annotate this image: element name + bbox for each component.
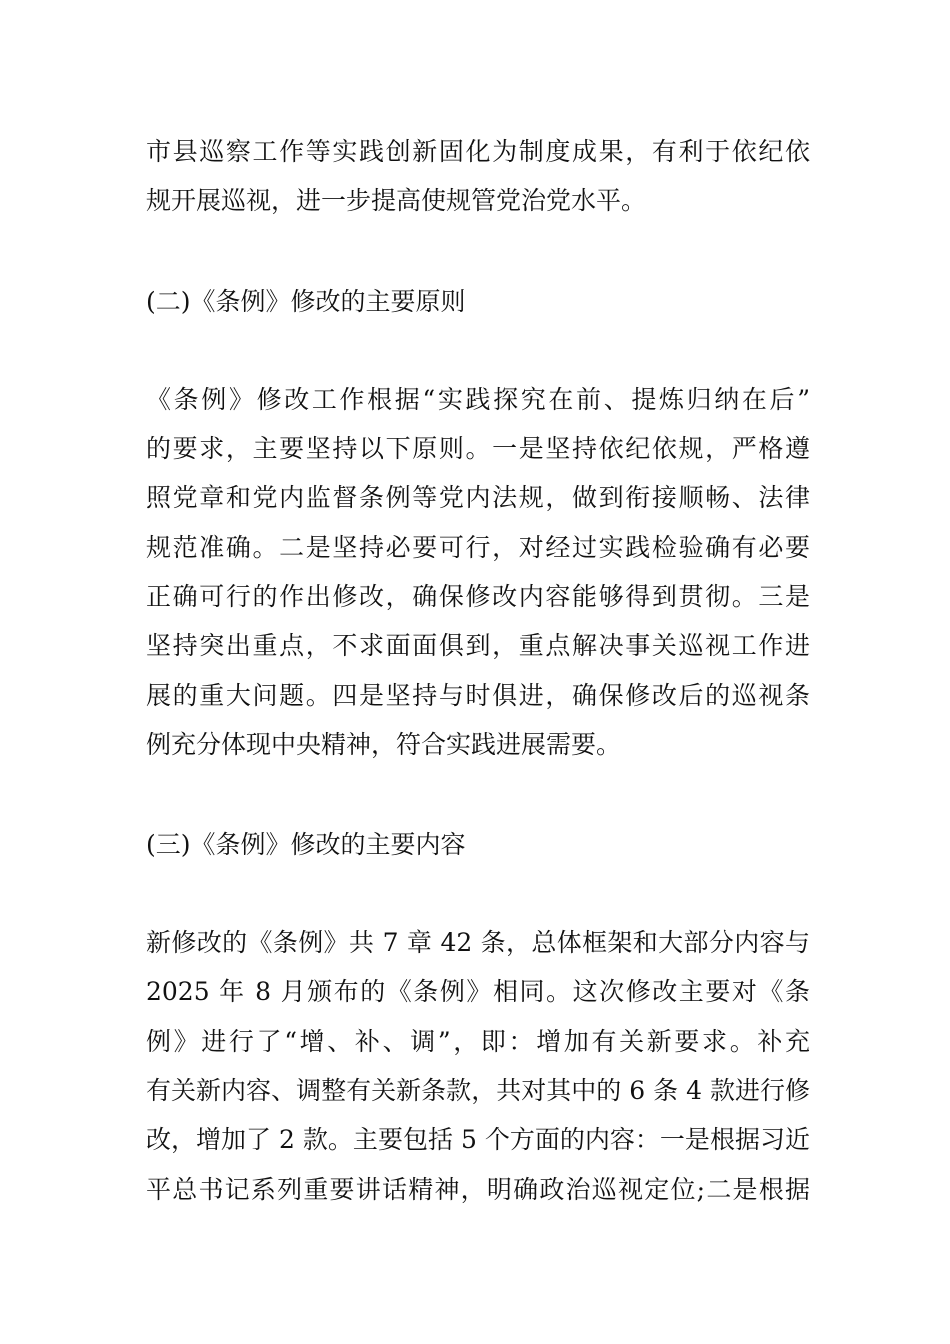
paragraph-3-line-5: 改，增加了 2 款。主要包括 5 个方面的内容：一是根据习近 — [146, 1125, 810, 1154]
paragraph-2-line-4: 规范准确。二是坚持必要可行，对经过实践检验确有必要 — [146, 533, 810, 562]
paragraph-2-line-8: 例充分体现中央精神，符合实践进展需要。 — [146, 730, 622, 759]
paragraph-1-line-1: 市县巡察工作等实践创新固化为制度成果，有利于依纪依 — [146, 137, 810, 166]
paragraph-2-line-2: 的要求，主要坚持以下原则。一是坚持依纪依规，严格遵 — [146, 434, 810, 463]
paragraph-2-line-5: 正确可行的作出修改，确保修改内容能够得到贯彻。三是 — [146, 582, 810, 611]
paragraph-2-line-7: 展的重大问题。四是坚持与时俱进，确保修改后的巡视条 — [146, 681, 810, 710]
paragraph-2-line-3: 照党章和党内监督条例等党内法规，做到衔接顺畅、法律 — [146, 483, 810, 512]
paragraph-1-line-2: 规开展巡视，进一步提高使规管党治党水平。 — [146, 186, 647, 215]
paragraph-3-line-4: 有关新内容、调整有关新条款，共对其中的 6 条 4 款进行修 — [146, 1076, 810, 1105]
paragraph-2-line-6: 坚持突出重点，不求面面俱到，重点解决事关巡视工作进 — [146, 631, 810, 660]
paragraph-3-line-2: 2025 年 8 月颁布的《条例》相同。这次修改主要对《条 — [146, 977, 810, 1006]
section-heading-contents: (三)《条例》修改的主要内容 — [146, 830, 466, 859]
paragraph-2-line-1: 《条例》修改工作根据“实践探究在前、提炼归纳在后” — [146, 385, 810, 414]
paragraph-3-line-3: 例》进行了“增、补、调”，即：增加有关新要求。补充 — [146, 1027, 810, 1056]
paragraph-3-line-6: 平总书记系列重要讲话精神，明确政治巡视定位;二是根据 — [146, 1175, 810, 1204]
section-heading-principles: (二)《条例》修改的主要原则 — [146, 287, 466, 316]
paragraph-3-line-1: 新修改的《条例》共 7 章 42 条，总体框架和大部分内容与 — [146, 928, 810, 957]
